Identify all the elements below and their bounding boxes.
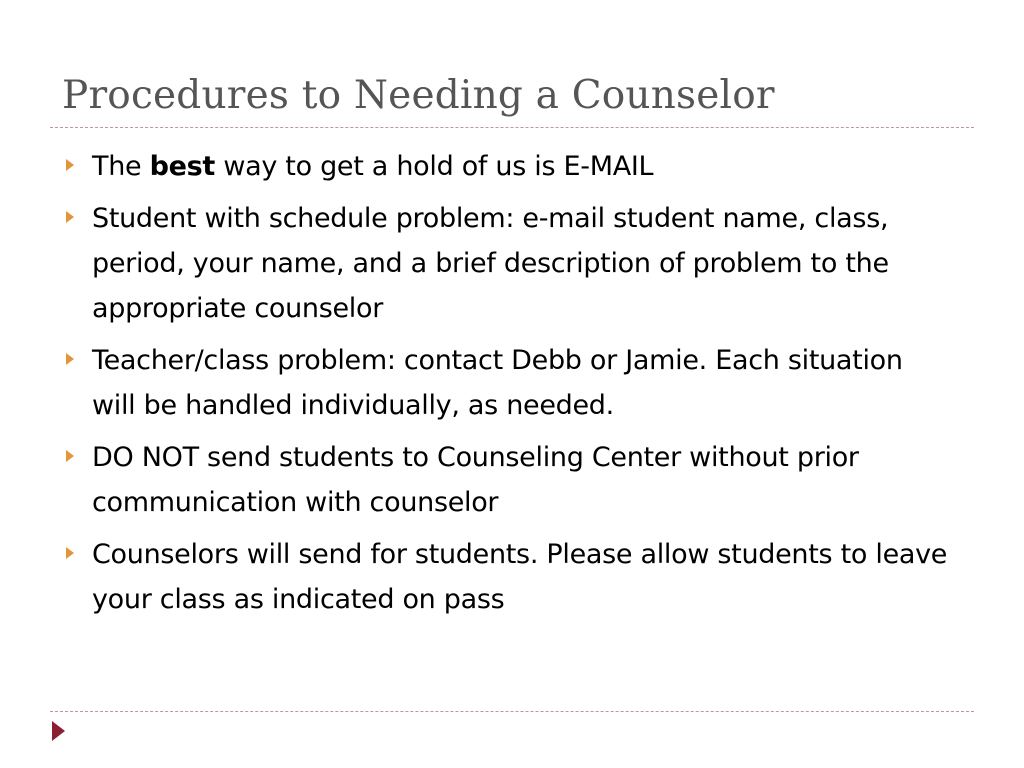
- bullet-text-pre: The: [92, 151, 150, 182]
- bullet-item: [62, 338, 952, 428]
- bullet-item: [62, 196, 952, 331]
- bullet-text: Student with schedule problem: e-mail student name, class, period, your name, and a brief description of problem to the appropriate counselor: [92, 203, 889, 324]
- title-divider: [50, 127, 974, 128]
- triangle-bullet-icon: [66, 211, 74, 223]
- triangle-bullet-icon: [66, 450, 74, 462]
- bullet-text-post: way to get a hold of us is E-MAIL: [215, 151, 654, 182]
- bullet-text-bold: best: [149, 151, 216, 182]
- bullet-text: Counselors will send for students. Please allow students to leave your class as indicated on pass: [92, 539, 948, 615]
- footer-divider: [50, 711, 974, 712]
- slide-title: Procedures to Needing a Counselor: [62, 73, 775, 118]
- bullet-item: [62, 532, 952, 622]
- triangle-bullet-icon: [66, 547, 74, 559]
- bullet-list: [62, 144, 952, 629]
- bullet-text: DO NOT send students to Counseling Center without prior communication with counselor: [92, 442, 859, 518]
- bullet-text: Teacher/class problem: contact Debb or Jamie. Each situation will be handled individually, as needed.: [92, 345, 903, 421]
- bullet-item: [62, 435, 952, 525]
- triangle-bullet-icon: [66, 353, 74, 365]
- bullet-item: [62, 144, 952, 189]
- play-arrow-icon: [52, 721, 65, 741]
- triangle-bullet-icon: [66, 159, 74, 171]
